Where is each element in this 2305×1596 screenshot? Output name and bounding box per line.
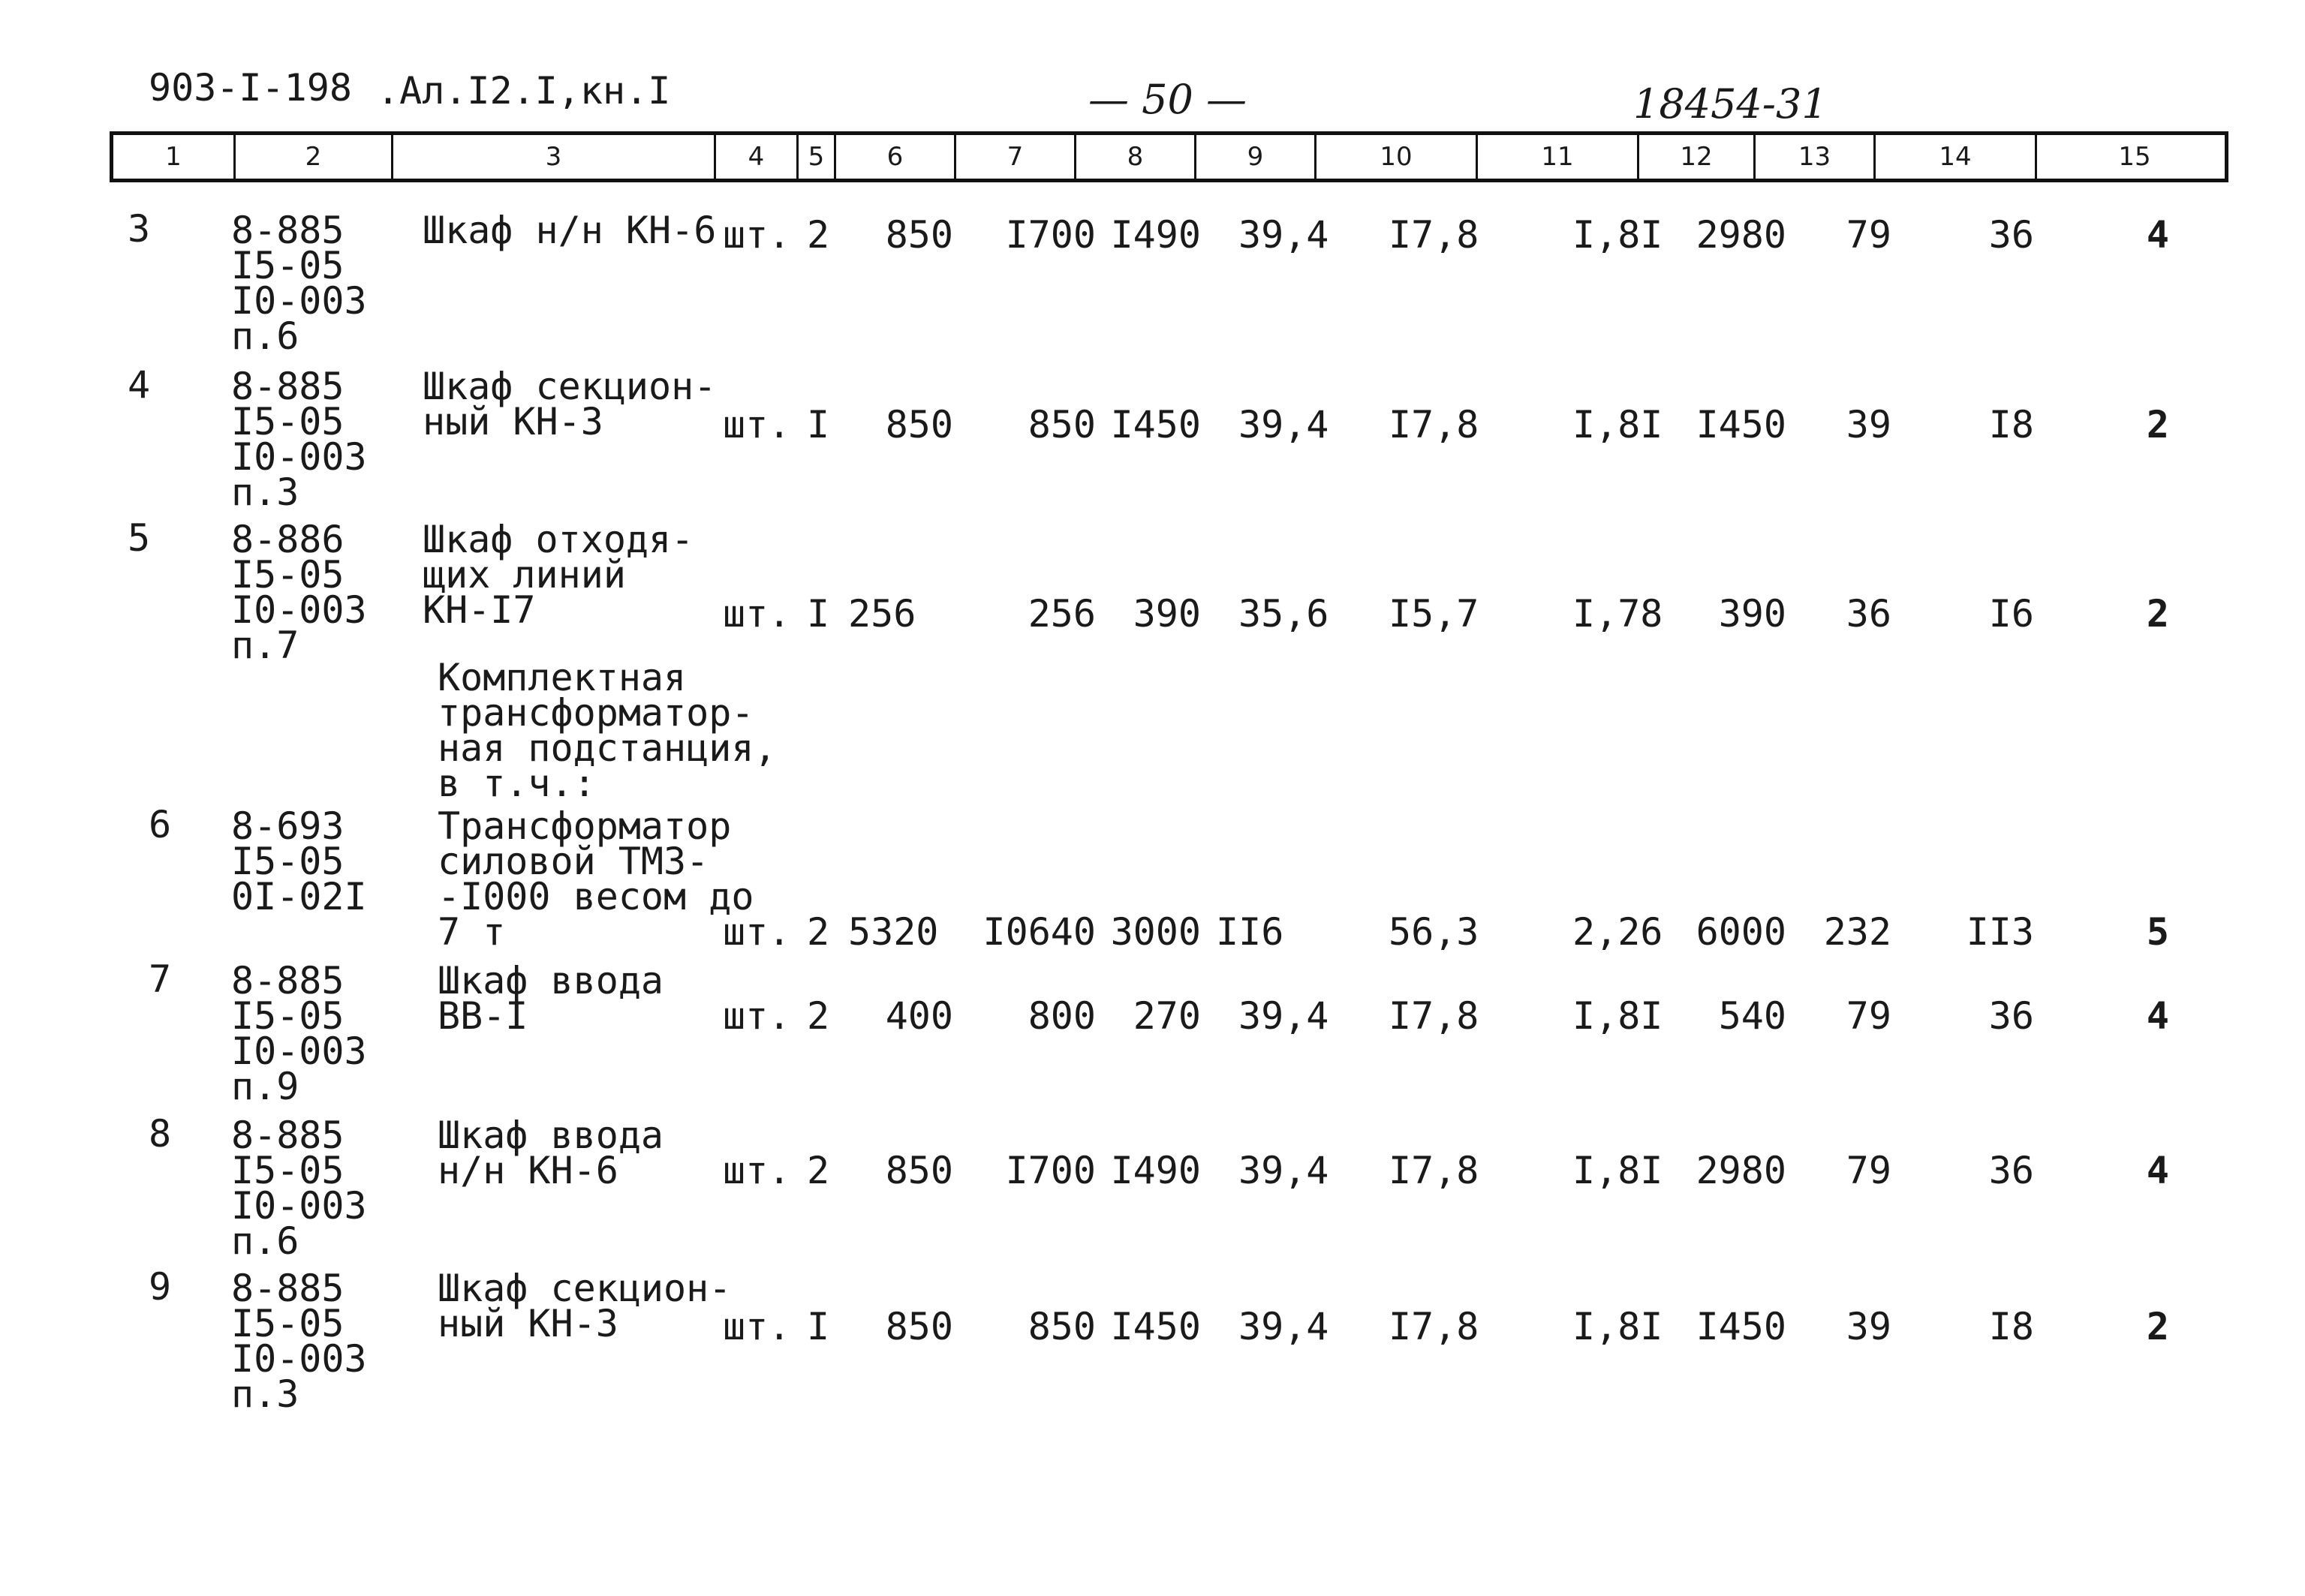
cell-8: 390 [1133,592,1201,636]
column-header: 9 [1194,135,1314,179]
item-name: Шкаф секцион- [438,1267,732,1310]
cell-9: 39,4 [1238,994,1329,1038]
cell-13: 79 [1846,1149,1891,1192]
item-name: Шкаф ввода [438,959,664,1002]
code-line: I5-05 [231,840,345,883]
cell-10: I7,8 [1389,994,1479,1038]
row-number: 7 [149,957,172,1001]
cell-9: 39,4 [1238,213,1329,257]
item-name: КН-I7 [423,588,536,632]
code-line: п.9 [231,1065,299,1108]
unit: шт. [723,213,791,257]
code-line: I5-05 [231,1149,345,1192]
cell-6: 850 [885,403,953,446]
cell-13: 39 [1846,403,1891,446]
cell-7: I700 [1005,213,1096,257]
cell-15: 4 [2146,213,2169,257]
cell-9: 39,4 [1238,1305,1329,1348]
cell-8: I490 [1110,213,1201,257]
code-line: п.3 [231,470,299,514]
cell-13: 36 [1846,592,1891,636]
code-line: I0-003 [231,1337,367,1381]
cell-14: I6 [1988,592,2034,636]
quantity: I [807,1305,830,1348]
column-header: 12 [1637,135,1753,179]
cell-12: 390 [1718,592,1786,636]
cell-6: 850 [885,213,953,257]
cell-12: 540 [1718,994,1786,1038]
item-name: Шкаф секцион- [423,365,717,408]
column-header: 10 [1314,135,1476,179]
cell-8: I450 [1110,403,1201,446]
unit: шт. [723,592,791,636]
quantity: 2 [807,994,830,1038]
column-header-row [110,131,2228,182]
cell-14: 36 [1988,1149,2034,1192]
group-heading: ная подстанция, [438,726,777,770]
item-name: 7 т [438,910,506,954]
cell-6: 5320 [848,910,939,954]
code-line: п.6 [231,1219,299,1263]
code-line: I5-05 [231,994,345,1038]
cell-8: I450 [1110,1305,1201,1348]
cell-11: I,78 [1572,592,1663,636]
column-header: 7 [954,135,1074,179]
cell-8: I490 [1110,1149,1201,1192]
cell-10: I7,8 [1389,403,1479,446]
cell-7: 256 [1028,592,1096,636]
row-number: 6 [149,803,172,846]
cell-13: 39 [1846,1305,1891,1348]
quantity: 2 [807,910,830,954]
unit: шт. [723,403,791,446]
row-number: 4 [128,363,151,407]
cell-6: 850 [885,1149,953,1192]
column-header: 1 [165,142,182,172]
code-line: п.3 [231,1372,299,1416]
document-code: 903-I-198 [149,66,352,110]
code-line: I0-003 [231,1184,367,1228]
cell-11: I,8I [1572,1149,1663,1192]
cell-15: 2 [2146,403,2169,446]
cell-10: I7,8 [1389,213,1479,257]
item-name: щих линий [423,553,626,597]
cell-6: 256 [848,592,916,636]
cell-10: I5,7 [1389,592,1479,636]
column-header: 13 [1753,135,1873,179]
quantity: I [807,592,830,636]
code-line: I0-003 [231,588,367,632]
quantity: I [807,403,830,446]
code-line: 8-885 [231,365,345,408]
code-line: I5-05 [231,244,345,287]
page-number: — 50 — [1088,76,1247,123]
quantity: 2 [807,1149,830,1192]
item-name: -I000 весом до [438,875,754,918]
cell-11: 2,26 [1572,910,1663,954]
cell-13: 79 [1846,994,1891,1038]
cell-14: 36 [1988,213,2034,257]
item-name: Трансформатор [438,804,732,848]
group-heading: Комплектная [438,656,687,699]
cell-9: 39,4 [1238,1149,1329,1192]
cell-15: 4 [2146,994,2169,1038]
cell-9: 35,6 [1238,592,1329,636]
unit: шт. [723,910,791,954]
item-name: ный КН-3 [438,1302,618,1345]
code-line: 8-885 [231,209,345,252]
column-header: 3 [391,135,714,179]
cell-9: II6 [1216,910,1284,954]
cell-12: 2980 [1696,213,1786,257]
row-number: 8 [149,1112,172,1156]
row-number: 5 [128,516,151,560]
cell-14: I8 [1988,1305,2034,1348]
cell-6: 400 [885,994,953,1038]
cell-11: I,8I [1572,1305,1663,1348]
code-line: 8-885 [231,1267,345,1310]
column-header: 5 [796,135,834,179]
cell-7: 850 [1028,1305,1096,1348]
code-line: 8-886 [231,518,345,561]
row-number: 3 [128,207,151,251]
item-name: ный КН-3 [423,400,603,443]
cell-12: 6000 [1696,910,1786,954]
cell-15: 5 [2146,910,2169,954]
cell-7: I0640 [982,910,1096,954]
group-heading: в т.ч.: [438,762,596,805]
code-line: п.7 [231,624,299,667]
cell-10: I7,8 [1389,1149,1479,1192]
code-line: 8-885 [231,1114,345,1157]
unit: шт. [723,1149,791,1192]
item-name: ВВ-I [438,994,528,1038]
column-header: 2 [233,135,391,179]
column-header: 15 [2035,135,2232,179]
cell-14: I8 [1988,403,2034,446]
cell-12: I450 [1696,403,1786,446]
cell-10: I7,8 [1389,1305,1479,1348]
cell-7: I700 [1005,1149,1096,1192]
cell-15: 2 [2146,592,2169,636]
cell-13: 79 [1846,213,1891,257]
code-line: 0I-02I [231,875,367,918]
code-line: 8-693 [231,804,345,848]
code-line: I0-003 [231,435,367,479]
item-name: Шкаф н/н КН-6 [423,209,717,252]
column-header: 6 [834,135,954,179]
cell-11: I,8I [1572,213,1663,257]
cell-15: 4 [2146,1149,2169,1192]
sheet-number: 18454-31 [1633,80,1828,128]
code-line: I5-05 [231,1302,345,1345]
column-header: 8 [1074,135,1194,179]
quantity: 2 [807,213,830,257]
cell-8: 270 [1133,994,1201,1038]
cell-14: 36 [1988,994,2034,1038]
item-name: силовой ТМЗ- [438,840,709,883]
cell-15: 2 [2146,1305,2169,1348]
cell-12: I450 [1696,1305,1786,1348]
cell-12: 2980 [1696,1149,1786,1192]
cell-6: 850 [885,1305,953,1348]
row-number: 9 [149,1265,172,1309]
column-header: 4 [714,135,796,179]
unit: шт. [723,1305,791,1348]
item-name: Шкаф ввода [438,1114,664,1157]
cell-11: I,8I [1572,994,1663,1038]
cell-14: II3 [1966,910,2034,954]
code-line: I0-003 [231,1029,367,1073]
item-name: н/н КН-6 [438,1149,618,1192]
cell-7: 850 [1028,403,1096,446]
cell-10: 56,3 [1389,910,1479,954]
cell-8: 3000 [1110,910,1201,954]
code-line: п.6 [231,314,299,358]
code-line: I5-05 [231,400,345,443]
album-reference: .Ал.I2.I,кн.I [377,69,671,113]
column-header: 11 [1476,135,1637,179]
cell-13: 232 [1823,910,1891,954]
code-line: I5-05 [231,553,345,597]
cell-9: 39,4 [1238,403,1329,446]
group-heading: трансформатор- [438,691,754,735]
cell-7: 800 [1028,994,1096,1038]
unit: шт. [723,994,791,1038]
cell-11: I,8I [1572,403,1663,446]
item-name: Шкаф отходя- [423,518,694,561]
code-line: I0-003 [231,279,367,323]
column-header: 14 [1873,135,2035,179]
code-line: 8-885 [231,959,345,1002]
